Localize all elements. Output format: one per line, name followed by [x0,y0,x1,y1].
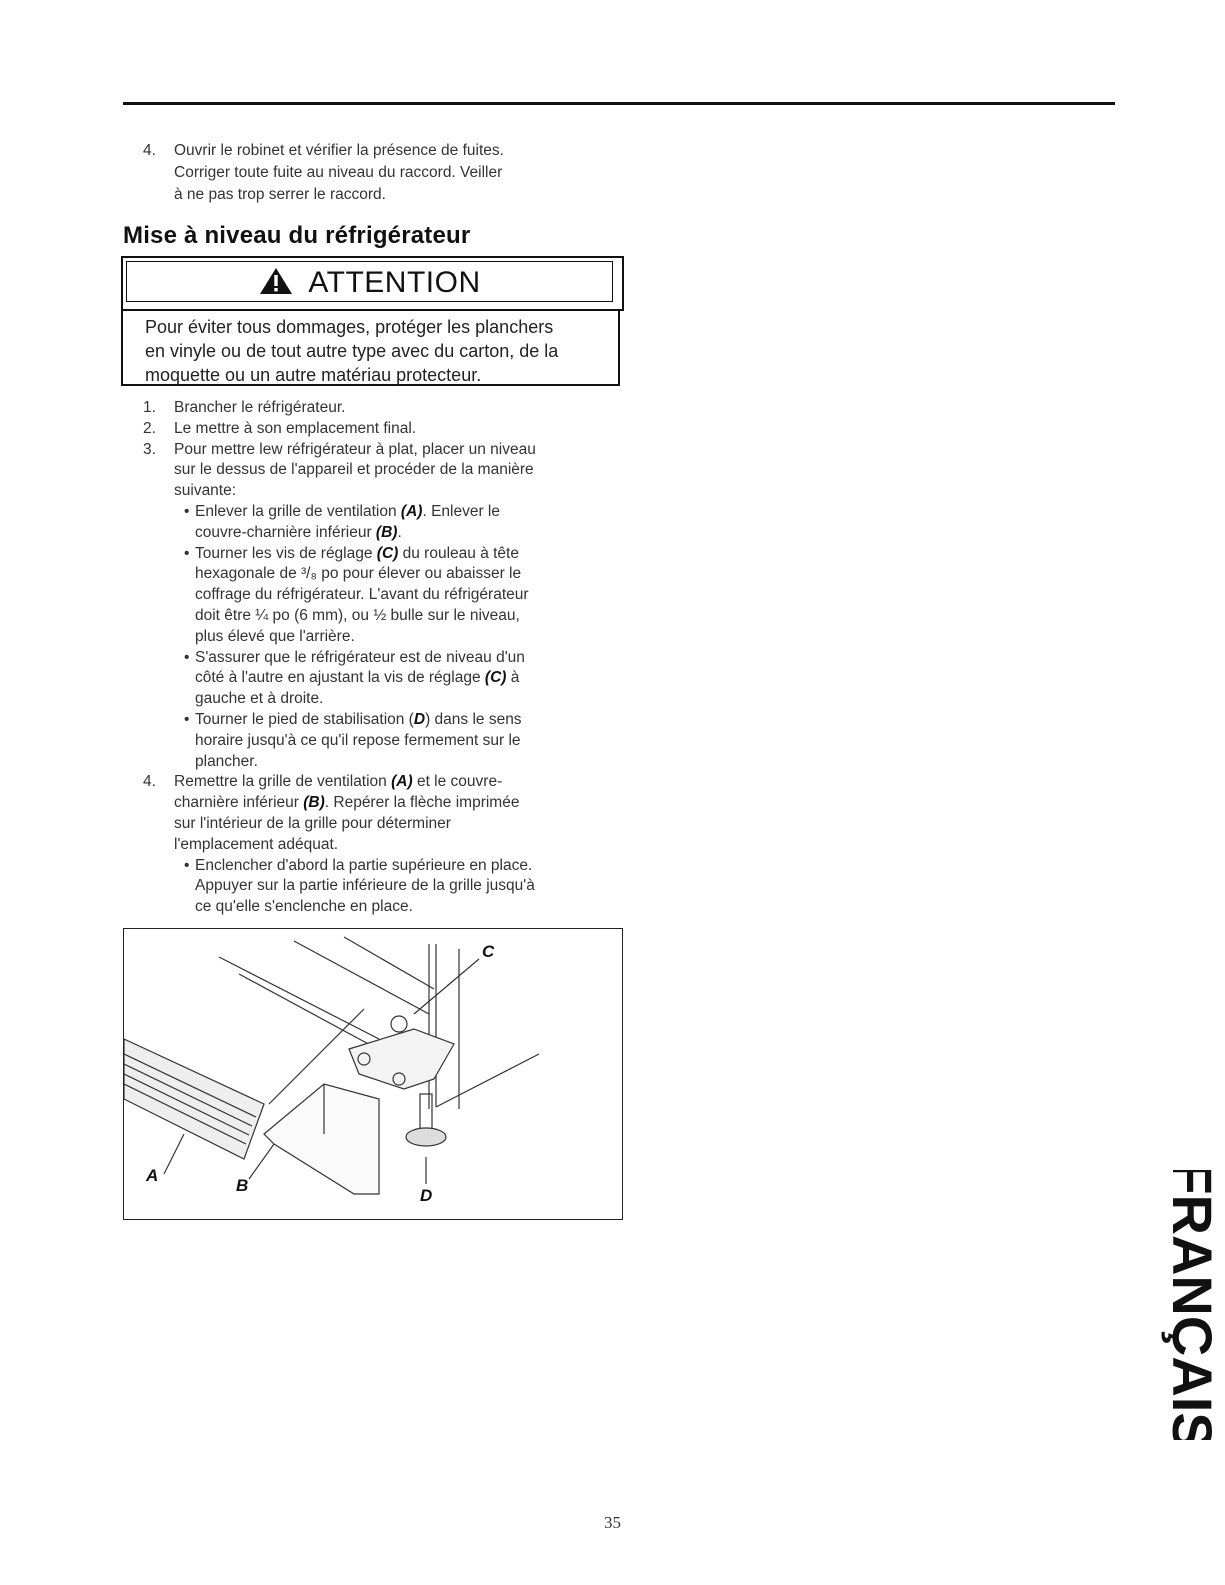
step-line: suivante: [174,482,237,500]
bullet-line: Appuyer sur la partie inférieure de la grille jusqu'à [195,877,535,895]
label-d: D [420,1186,433,1205]
bullet-line: côté à l'autre en ajustant la vis de réglage (C) à [195,669,520,687]
bullet-item [123,856,623,918]
leveling-illustration [123,928,623,1220]
bullet-item [123,502,623,544]
ref-label: (A) [391,773,413,791]
language-tab [1158,1170,1218,1440]
step-line: l'emplacement adéquat. [174,835,339,853]
step-4-intro [123,140,623,206]
bullet-line: coffrage du réfrigérateur. L'avant du réfrigérateur [195,586,529,604]
leveling-steps [123,398,623,918]
list-item [123,772,623,855]
bullet-line: plus élevé que l'arrière. [195,627,355,645]
step-number: 4. [143,773,156,791]
step-line: à ne pas trop serrer le raccord. [174,186,386,203]
top-rule [123,102,1115,105]
ref-label: D [413,710,426,728]
bullet-item [123,710,623,772]
step-line: charnière inférieur (B). Repérer la flèche imprimée [174,794,520,812]
language-label: FRANÇAIS [1161,1170,1218,1440]
step-line: Corriger toute fuite au niveau du raccord. Veiller [174,164,503,181]
bullet-mark: • [184,544,190,562]
bullet-item [123,544,623,648]
ref-label: (C) [484,669,507,687]
bullet-line: Tourner le pied de stabilisation (D) dans le sens [195,710,522,728]
step-line: sur le dessus de l'appareil et procéder de la manière [174,461,534,479]
bullet-line: horaire jusqu'à ce qu'il repose fermement sur le [195,731,521,749]
bullet-mark: • [184,648,190,666]
step-number: 3. [143,440,156,458]
label-c: C [482,942,495,961]
step-line: sur l'intérieur de la grille pour déterminer [174,814,451,832]
ref-label: (B) [303,794,325,812]
list-item [123,440,623,502]
bullet-line: ce qu'elle s'enclenche en place. [195,898,413,916]
bullet-line: hexagonale de ³/₈ po pour élever ou abaisser le [195,565,522,583]
warning-line: Pour éviter tous dommages, protéger les planchers [145,317,554,337]
bullet-line: S'assurer que le réfrigérateur est de niveau d'un [195,648,525,666]
bullet-line: Tourner les vis de réglage (C) du rouleau à tête [195,544,519,562]
warning-line: moquette ou un autre matériau protecteur. [145,365,482,385]
bullet-line: Enlever la grille de ventilation (A). Enlever le [195,502,500,520]
warning-title-row [127,266,612,300]
bullet-line: gauche et à droite. [195,690,324,708]
ref-label: (C) [376,544,399,562]
warning-title: ATTENTION [308,266,481,299]
section-title: Mise à niveau du réfrigérateur [123,222,471,249]
step-number: 2. [143,419,156,437]
step-number: 4. [143,142,156,159]
bullet-line: doit être ¼ po (6 mm), ou ½ bulle sur le niveau, [195,606,520,624]
warning-icon [258,266,294,296]
step-text: Brancher le réfrigérateur. [174,399,346,416]
step-line: Ouvrir le robinet et vérifier la présence de fuites. [174,142,504,159]
bullet-mark: • [184,502,190,520]
bullet-mark: • [184,856,190,874]
illustration-drawing [124,929,622,1219]
warning-body [121,309,620,386]
bullet-line: Enclencher d'abord la partie supérieure en place. [195,856,533,874]
ref-label: (A) [400,502,423,520]
warning-header [126,261,613,302]
warning-line: en vinyle ou de tout autre type avec du carton, de la [145,341,559,361]
page-number: 35 [604,1513,621,1532]
step-text: Le mettre à son emplacement final. [174,419,417,437]
language-tab-text [1158,1170,1218,1440]
list-item [123,419,623,440]
label-a: A [146,1166,159,1185]
bullet-item [123,648,623,710]
step-line: Pour mettre lew réfrigérateur à plat, placer un niveau [174,440,536,458]
ref-label: (B) [375,523,398,541]
bullet-line: plancher. [195,752,258,770]
bullet-line: couvre-charnière inférieur (B). [195,523,402,541]
label-b: B [236,1176,249,1195]
step-line: Remettre la grille de ventilation (A) et le couvre- [174,773,503,791]
step-number: 1. [143,399,156,416]
list-item [123,398,623,419]
bullet-mark: • [184,710,190,728]
